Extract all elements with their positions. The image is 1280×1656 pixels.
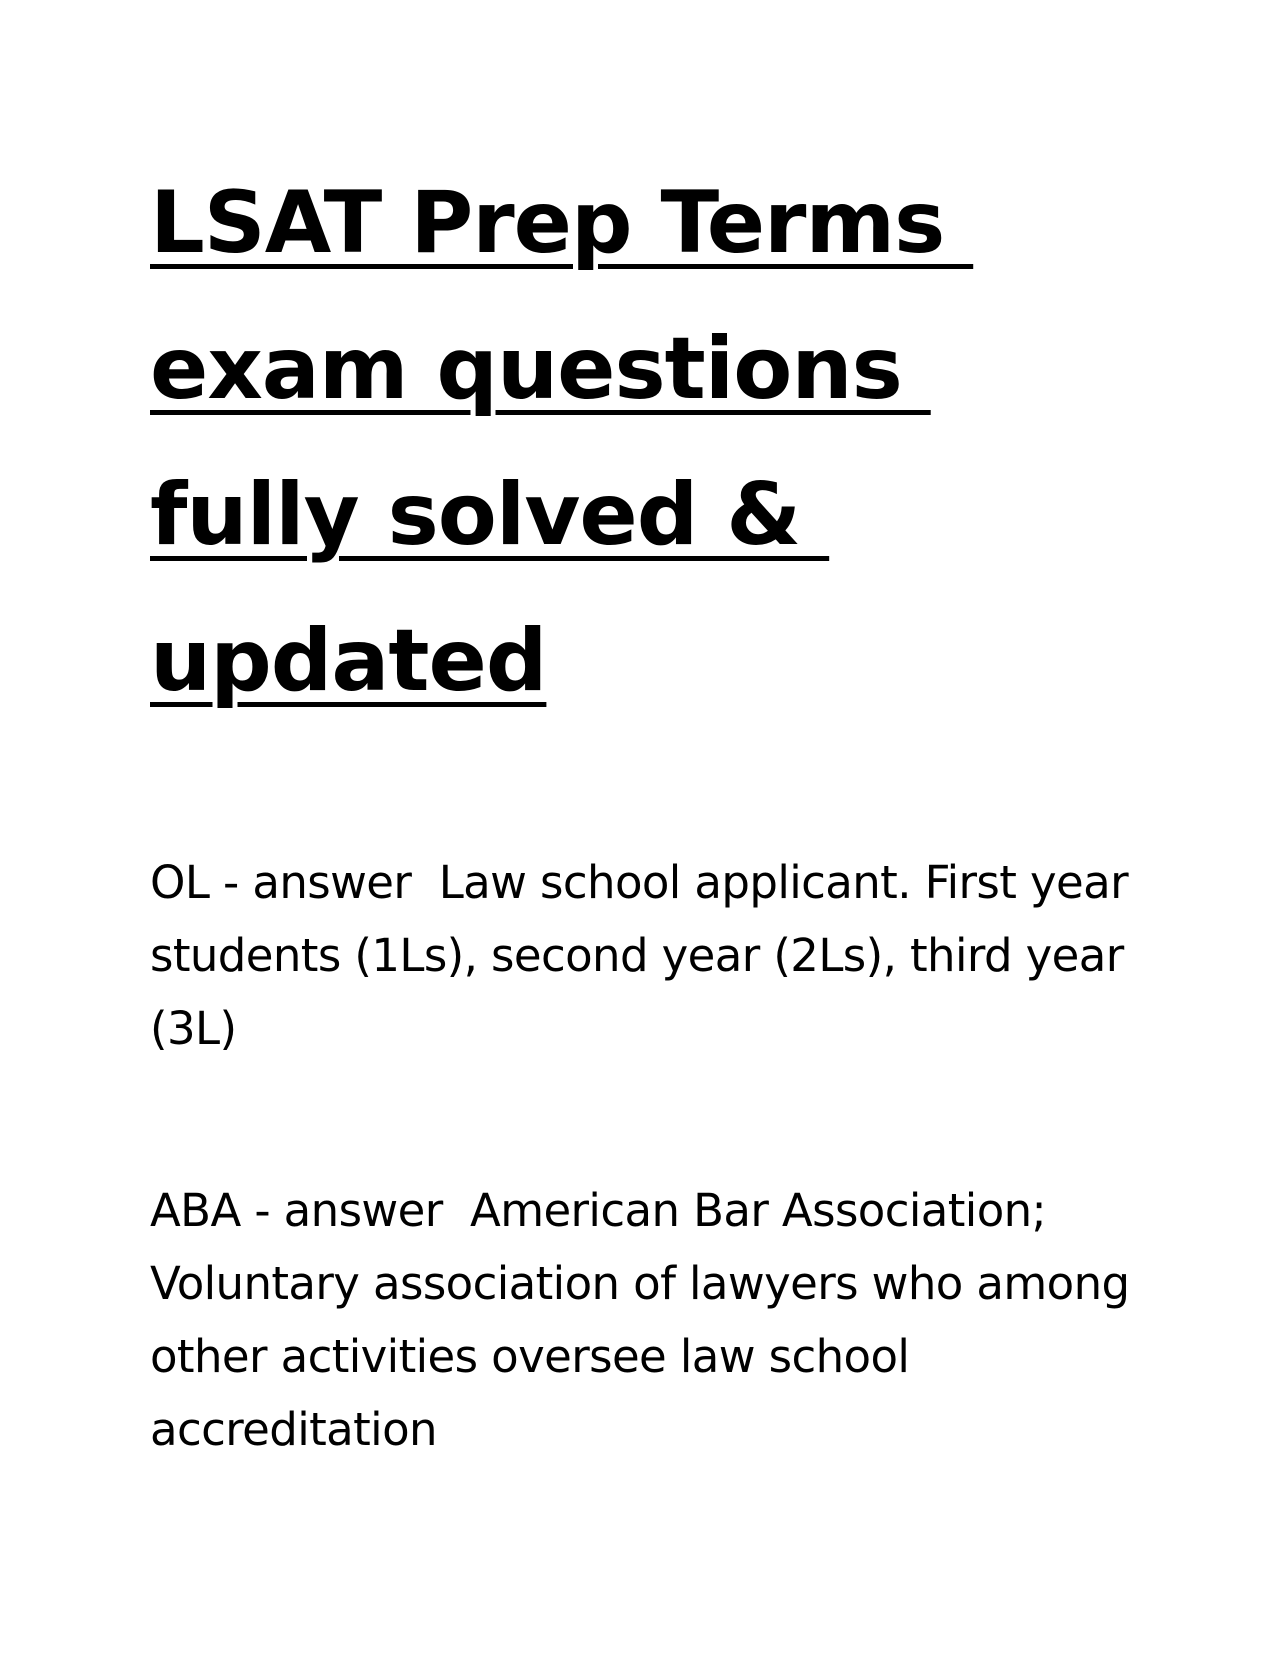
title-line: exam questions — [150, 319, 931, 419]
document-title — [150, 150, 1130, 734]
definition: American Bar Association; Voluntary association of lawyers who among other activities oversee law school accreditation — [150, 1184, 1144, 1456]
term: OL — [150, 856, 210, 909]
term-entry-ol — [150, 846, 1142, 1065]
definition: Law school applicant. First year students (1Ls), second year (2Ls), third year (3L) — [150, 856, 1142, 1055]
title-line: updated — [150, 611, 547, 711]
title-line: LSAT Prep Terms — [150, 173, 974, 273]
answer-separator: - answer — [240, 1184, 471, 1237]
term: ABA — [150, 1184, 241, 1237]
term-entry-aba — [150, 1174, 1144, 1466]
title-line: fully solved & — [150, 465, 830, 565]
answer-separator: - answer — [209, 856, 439, 909]
document-page — [150, 150, 1144, 1466]
